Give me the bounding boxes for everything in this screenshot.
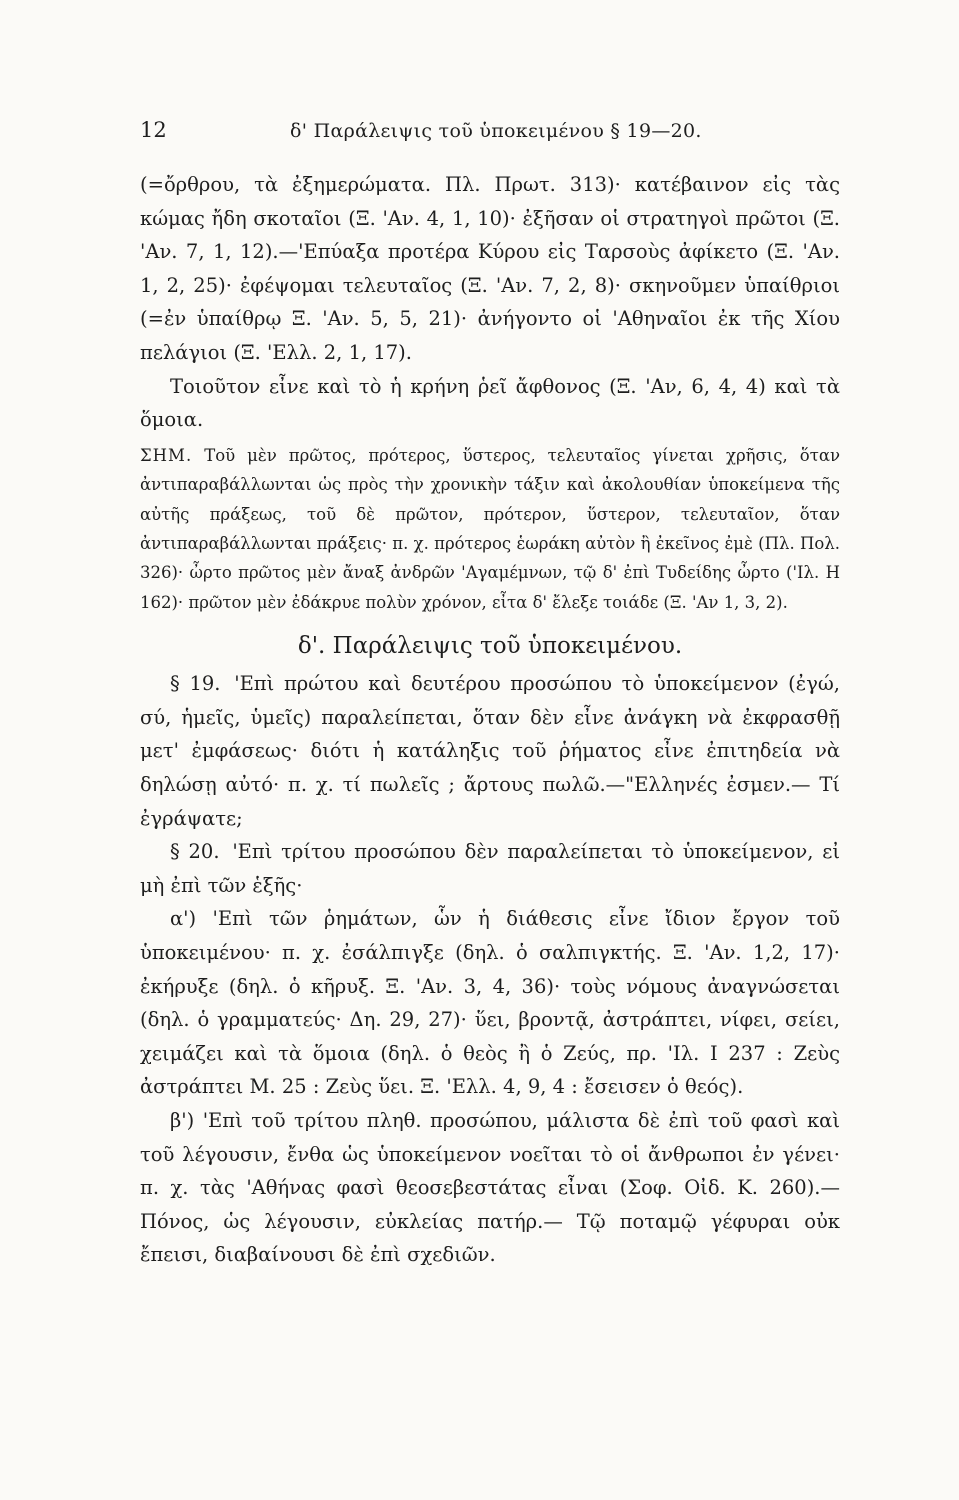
section-heading: δ'. Παράλειψις τοῦ ὑποκειμένου. — [297, 633, 683, 660]
intro-paragraph: (=ὄρθρου, τὰ ἐξημερώματα. Πλ. Πρωτ. 313)· κατέβαινον εἰς τὰς κώμας ἤδη σκοταῖοι (Ξ. 'Αν. 4, 1, 10)· ἐξῆσαν οἱ στρατηγοὶ πρῶτοι (Ξ. 'Αν. 7, 1, 12).—'Επύαξα προτέρα Κύρου εἰς Ταρσοὺς ἀφίκετο (Ξ. 'Αν. 1, 2, 25)· ἐφέψομαι τελευταῖος (Ξ. 'Αν. 7, 2, 8)· σκηνοῦμεν ὑπαίθριοι (=ἐν ὑπαίθρῳ Ξ. 'Αν. 5, 5, 21)· ἀνήγοντο οἱ 'Αθηναῖοι ἐκ τῆς Χίου πελάγιοι (Ξ. 'Ελλ. 2, 1, 17). — [140, 173, 840, 364]
page-number: 12 — [140, 118, 167, 142]
subsection-a: α') 'Επὶ τῶν ῥημάτων, ὧν ἡ διάθεσις εἶνε ἴδιον ἔργον τοῦ ὑποκειμένου· π. χ. ἐσάλπιγξε (δηλ. ὁ σαλπιγκτής. Ξ. 'Αν. 1,2, 17)· ἐκήρυξε (δηλ. ὁ κῆρυξ. Ξ. 'Αν. 3, 4, 36)· τοὺς νόμους ἀναγνώσεται (δηλ. ὁ γραμματεύς· Δη. 29, 27)· ὕει, βροντᾷ, ἀστράπτει, νίφει, σείει, χειμάζει καὶ τὰ ὅμοια (δηλ. ὁ θεὸς ἢ ὁ Ζεύς, πρ. 'Ιλ. Ι 237 : Ζεὺς ἀστράπτει Μ. 25 : Ζεὺς ὕει. Ξ. 'Ελλ. 4, 9, 4 : ἔσεισεν ὁ θεός). — [140, 907, 840, 1099]
second-paragraph: Τοιοῦτον εἶνε καὶ τὸ ἡ κρήνη ῥεῖ ἄφθονος (Ξ. 'Αν, 6, 4, 4) καὶ τὰ ὅμοια. — [140, 374, 840, 432]
running-head — [130, 118, 849, 148]
running-title: δ' Παράλειψις τοῦ ὑποκειμένου § 19—20. — [290, 120, 702, 142]
section-20-text: 'Επὶ τρίτου προσώπου δὲν παραλείπεται τὸ ὑποκείμενον, εἰ μὴ ἐπὶ τῶν ἑξῆς· — [140, 840, 840, 897]
section-20-number: § 20. — [170, 840, 220, 864]
body-text — [140, 168, 840, 1272]
note-label: ΣΗΜ. — [140, 445, 193, 465]
section-19-number: § 19. — [170, 672, 221, 696]
note-paragraph — [140, 441, 840, 617]
note-text: Τοῦ μὲν πρῶτος, πρότερος, ὕστερος, τελευταῖος γίνεται χρῆσις, ὅταν ἀντιπαραβάλλωνται ὡς πρὸς τὴν χρονικὴν τάξιν καὶ ἀκολουθίαν ὑποκείμενα τῆς αὐτῆς πράξεως, τοῦ δὲ πρῶτον, πρότερον, ὕστερον, τελευταῖον, ὅταν ἀντιπαραβάλλωνται πράξεις· π. χ. πρότερος ἑωράκη αὐτὸν ἢ ἐκεῖνος ἐμὲ (Πλ. Πολ. 326)· ὦρτο πρῶτος μὲν ἄναξ ἀνδρῶν 'Αγαμέμνων, τῷ δ' ἐπὶ Τυδείδης ὦρτο ('Ιλ. Η 162)· πρῶτον μὲν ἐδάκρυε πολὺν χρόνον, εἶτα δ' ἔλεξε τοιάδε (Ξ. 'Αν 1, 3, 2). — [140, 445, 840, 612]
section-19-paragraph — [140, 667, 840, 835]
section-20-paragraph — [140, 835, 840, 902]
subsection-b: β') 'Επὶ τοῦ τρίτου πληθ. προσώπου, μάλιστα δὲ ἐπὶ τοῦ φασὶ καὶ τοῦ λέγουσιν, ἔνθα ὡς ὑποκείμενον νοεῖται τὸ οἱ ἄνθρωποι ἐν γένει· π. χ. τὰς 'Αθήνας φασὶ θεοσεβεστάτας εἶναι (Σοφ. Οἰδ. Κ. 260).—Πόνος, ὡς λέγουσιν, εὐκλείας πατήρ.— Τῷ ποταμῷ γέφυραι οὐκ ἔπεισι, διαβαίνουσι δὲ ἐπὶ σχεδιῶν. — [140, 1108, 840, 1267]
section-19-text: 'Επὶ πρώτου καὶ δευτέρου προσώπου τὸ ὑποκείμενον (ἐγώ, σύ, ἡμεῖς, ὑμεῖς) παραλείπεται, ὅταν δὲν εἶνε ἀνάγκη νὰ ἐκφρασθῇ μετ' ἐμφάσεως· διότι ἡ κατάληξις τοῦ ῥήματος εἶνε ἐπιτηδεία νὰ δηλώσῃ αὐτό· π. χ. τί πωλεῖς ; ἄρτους πωλῶ.—"Ελληνές ἐσμεν.— Τί ἐγράψατε; — [140, 672, 840, 830]
